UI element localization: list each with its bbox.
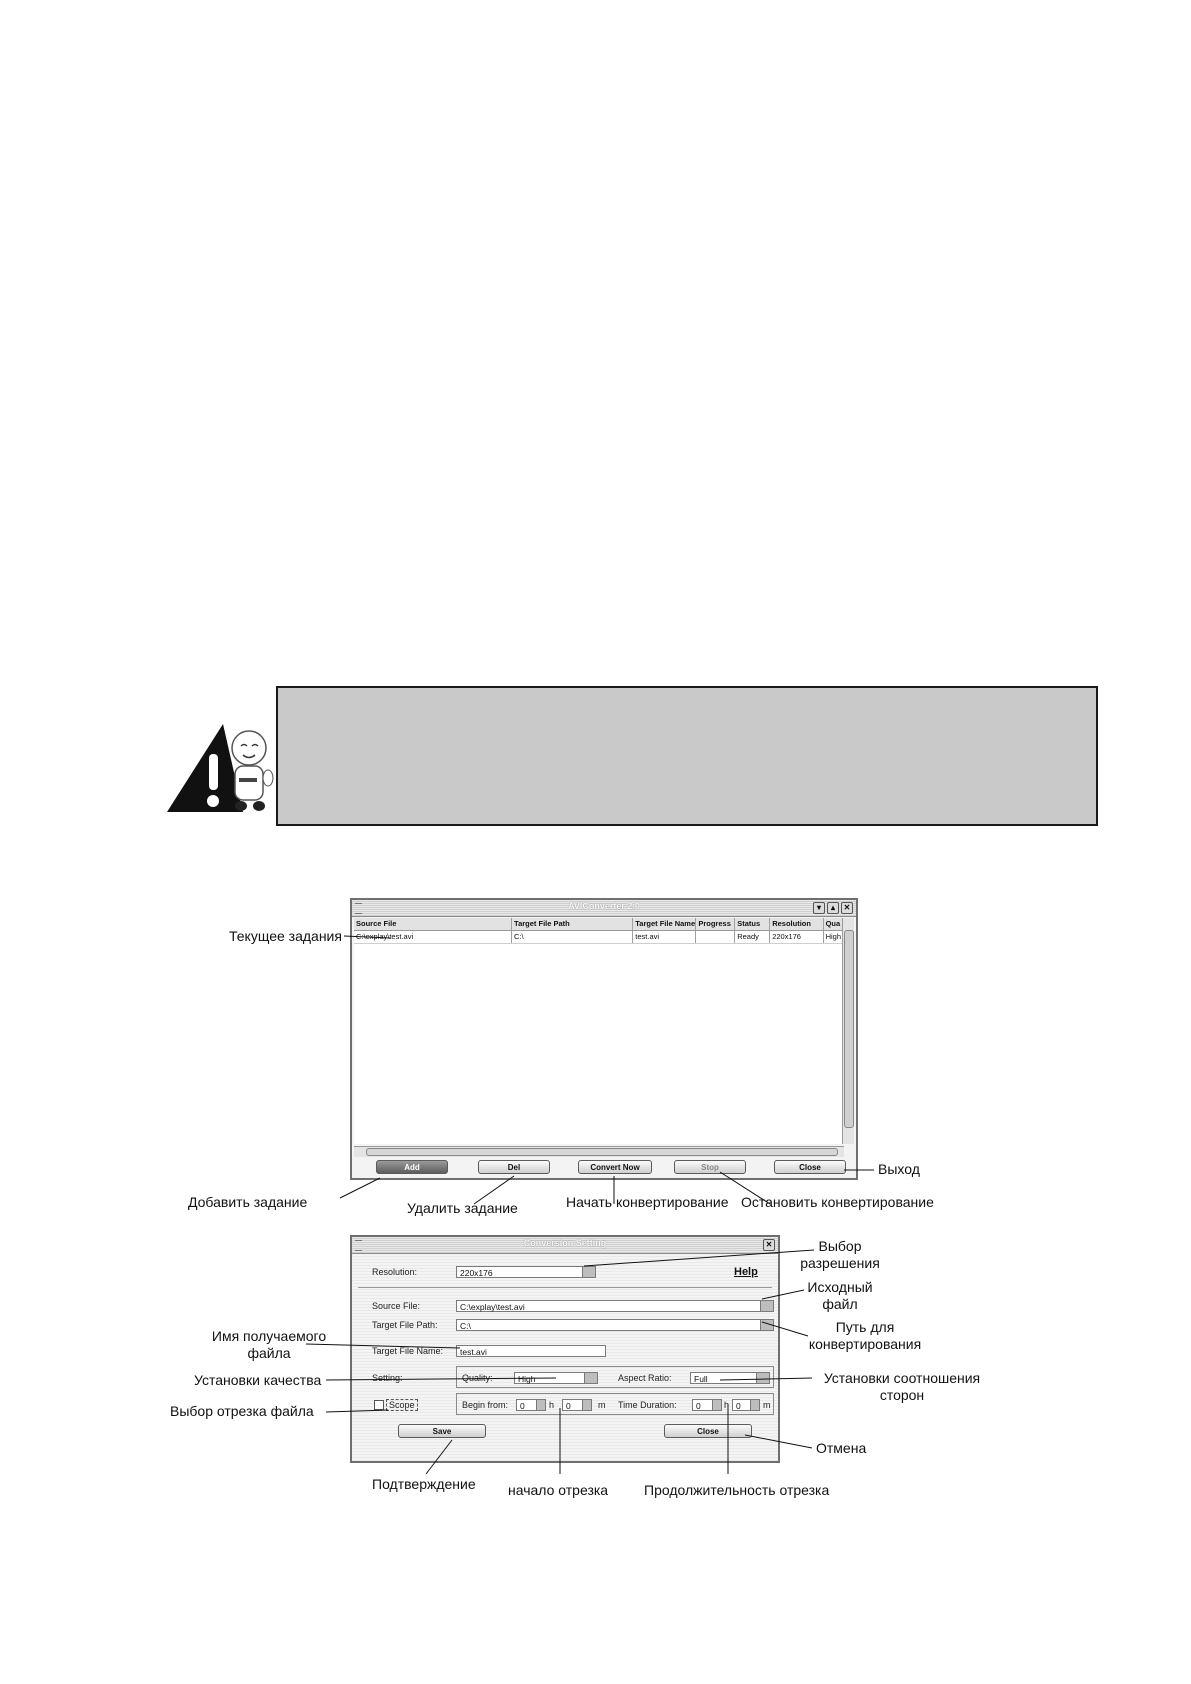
annotation-line: Установки соотношения [823,1370,981,1386]
annotation-cancel: Отмена [816,1440,867,1456]
spinner-icon[interactable] [582,1400,591,1410]
spinner-icon[interactable] [712,1400,721,1410]
close-icon[interactable]: ✕ [841,902,853,914]
target-path-field[interactable] [456,1319,774,1331]
annotation-confirm: Подтверждение [372,1476,476,1492]
col-status[interactable]: Status [735,918,770,930]
cell-progress [696,931,735,943]
annotation-segment-choice: Выбор отрезка файла [170,1403,314,1419]
target-path-value: C:\ [460,1321,471,1331]
annotation-line: конвертирования [808,1336,922,1352]
target-name-input[interactable] [456,1345,606,1357]
resolution-label: Resolution: [372,1267,418,1277]
source-file-value: C:\explay\test.avi [460,1302,525,1312]
cell-quality: High [824,931,844,943]
main-window [350,898,858,1180]
settings-titlebar[interactable] [352,1237,778,1254]
col-progress[interactable]: Progress [696,918,735,930]
annotation-line: файл [822,1296,858,1312]
col-quality[interactable]: Qua [824,918,844,930]
annotation-source-file [800,1279,880,1313]
main-titlebar[interactable] [352,900,856,917]
target-name-label: Target File Name: [372,1346,444,1356]
annotation-start-convert: Начать конвертирование [566,1194,729,1210]
begin-hours-unit: h [549,1400,555,1410]
source-file-label: Source File: [372,1301,421,1311]
task-list-header [354,918,844,931]
duration-hours-spinner[interactable] [692,1399,722,1411]
stop-button[interactable]: Stop [674,1160,746,1174]
duration-hours-unit: h [724,1400,730,1410]
task-list[interactable] [354,918,844,1144]
dropdown-icon[interactable] [756,1373,769,1383]
annotation-target-path [800,1319,930,1353]
annotation-line: сторон [879,1387,925,1403]
annotation-aspect-settings [814,1370,990,1404]
quality-value: High [518,1374,536,1384]
quality-select[interactable] [514,1372,598,1384]
annotation-line: Выбор [818,1238,862,1254]
setting-label: Setting: [372,1373,403,1383]
duration-minutes-spinner[interactable] [732,1399,760,1411]
begin-hours-spinner[interactable] [516,1399,546,1411]
aspect-value: Full [694,1374,708,1384]
settings-body [352,1254,778,1461]
col-resolution[interactable]: Resolution [770,918,823,930]
resolution-value: 220x176 [460,1268,493,1278]
cell-target-path: C:\ [512,931,633,943]
spinner-icon[interactable] [750,1400,759,1410]
source-file-field[interactable] [456,1300,774,1312]
annotation-line: файла [247,1345,291,1361]
annotation-stop-convert: Остановить конвертирование [741,1194,934,1210]
duration-hours-value: 0 [696,1401,701,1411]
cell-source-file: C:\explay\test.avi [354,931,512,943]
cell-resolution: 220x176 [770,931,823,943]
scope-checkbox[interactable] [374,1400,384,1410]
dropdown-icon[interactable] [582,1267,595,1277]
annotation-delete-task: Удалить задание [407,1200,518,1216]
table-row[interactable] [354,931,844,944]
target-path-label: Target File Path: [372,1320,438,1330]
warning-mascot-icon [165,718,277,814]
maximize-icon[interactable]: ▴ [827,902,839,914]
close-icon[interactable]: ✕ [763,1239,775,1251]
duration-minutes-value: 0 [736,1401,741,1411]
annotation-segment-duration: Продолжительность отрезка [644,1482,830,1498]
annotation-add-task: Добавить задание [188,1194,308,1210]
begin-minutes-unit: m [598,1400,606,1410]
annotation-line: разрешения [800,1255,880,1271]
add-button[interactable]: Add [376,1160,448,1174]
begin-label: Begin from: [462,1400,509,1410]
convert-now-button[interactable]: Convert Now [578,1160,652,1174]
quality-label: Quality: [462,1373,493,1383]
save-button[interactable]: Save [398,1424,486,1438]
duration-minutes-unit: m [763,1400,771,1410]
divider [358,1287,772,1288]
vertical-scrollbar[interactable] [842,918,854,1144]
annotation-line: Путь для [835,1319,895,1335]
annotation-exit: Выход [878,1161,920,1177]
annotation-current-task: Текущее задания [229,928,342,944]
begin-hours-value: 0 [520,1401,525,1411]
warning-box [276,686,1098,826]
horizontal-scrollbar[interactable] [354,1146,844,1157]
annotation-line: Исходный [807,1279,873,1295]
del-button[interactable]: Del [478,1160,550,1174]
aspect-label: Aspect Ratio: [618,1373,672,1383]
duration-label: Time Duration: [618,1400,677,1410]
minimize-icon[interactable]: ▾ [813,902,825,914]
col-target-name[interactable]: Target File Name [635,919,696,928]
col-source-file[interactable]: Source File [354,918,512,930]
close-button[interactable]: Close [774,1160,846,1174]
settings-close-button[interactable]: Close [664,1424,752,1438]
conversion-setting-window [350,1235,780,1463]
annotation-choose-resolution [800,1238,880,1272]
cell-status: Ready [735,931,770,943]
annotation-line: Имя получаемого [211,1328,327,1344]
spinner-icon[interactable] [536,1400,545,1410]
annotation-segment-start: начало отрезка [508,1482,609,1498]
annotation-quality-settings: Установки качества [194,1372,322,1388]
begin-minutes-spinner[interactable] [562,1399,592,1411]
main-window-title: AVIConverter 2.0 [568,901,640,911]
col-target-path[interactable]: Target File Path [512,918,633,930]
dropdown-icon[interactable] [584,1373,597,1383]
aspect-select[interactable] [690,1372,770,1384]
begin-minutes-value: 0 [566,1401,571,1411]
target-name-value: test.avi [460,1347,487,1357]
resolution-select[interactable] [456,1266,596,1278]
scope-label[interactable]: Scope [386,1399,418,1411]
help-link[interactable]: Help [734,1266,758,1278]
browse-icon[interactable] [760,1301,773,1311]
cell-target-name: test.avi [633,931,696,943]
settings-window-title: Conversion Setting [523,1238,607,1248]
annotation-target-name [204,1328,334,1362]
browse-icon[interactable] [760,1320,773,1330]
